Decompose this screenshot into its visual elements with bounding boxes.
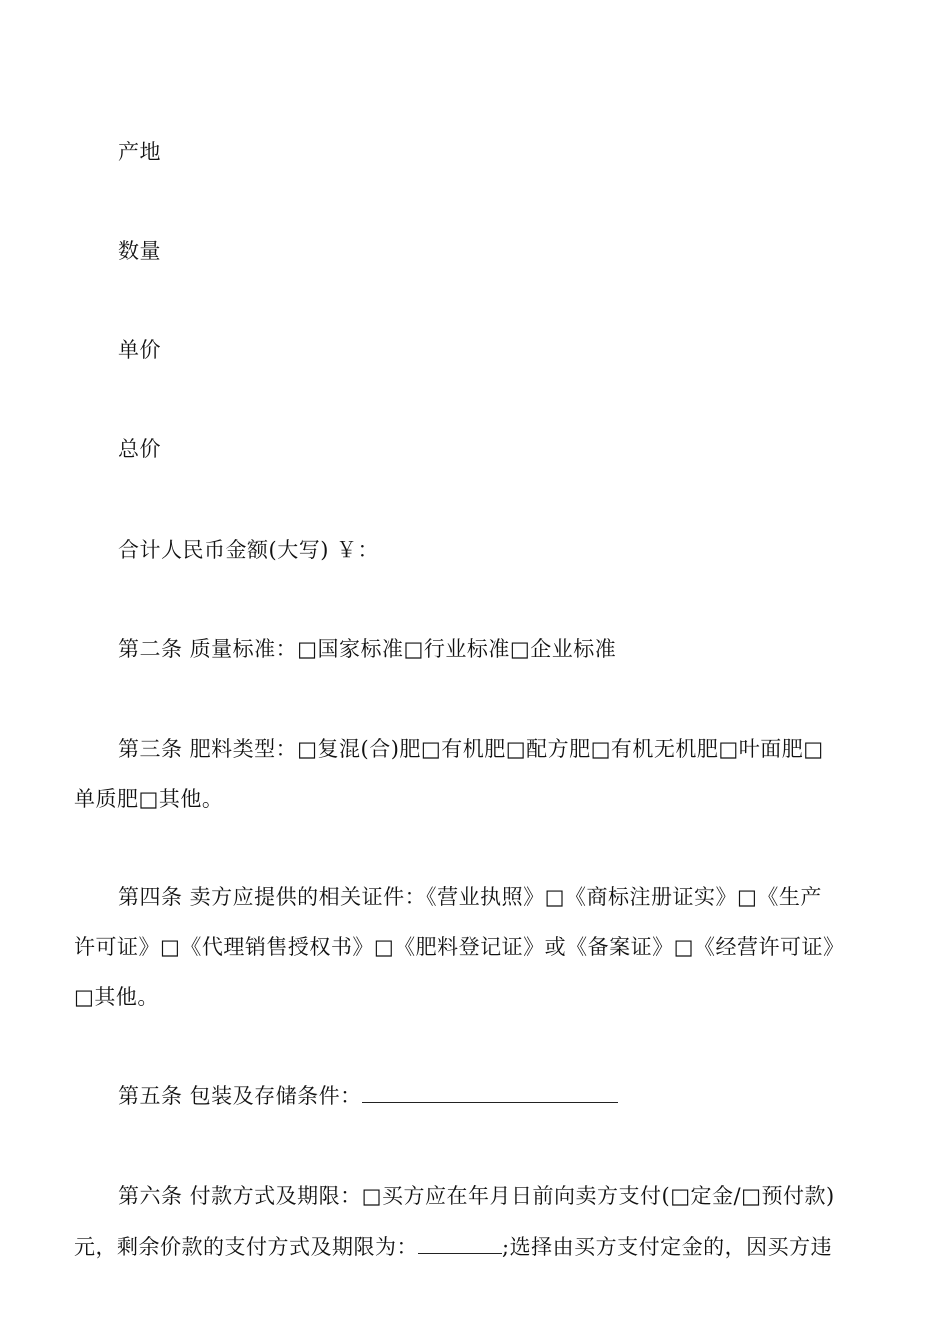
field-quantity: 数量: [118, 239, 161, 263]
article-2-line-1: 第二条 质量标准：□国家标准□行业标准□企业标准: [118, 637, 617, 661]
packaging-blank: [362, 1084, 618, 1103]
article-6-text-b: ;选择由买方支付定金的，因买方违: [502, 1235, 833, 1259]
payment-term-blank: [418, 1235, 502, 1254]
field-total-amount: 合计人民币金额(大写) ￥：: [118, 538, 380, 562]
article-4-line-2: 许可证》□《代理销售授权书》□《肥料登记证》或《备案证》□《经营许可证》: [74, 935, 845, 959]
field-total-price: 总价: [118, 437, 161, 461]
article-6-text-a: 元，剩余价款的支付方式及期限为：: [74, 1235, 418, 1259]
article-3-line-2: 单质肥□其他。: [74, 787, 224, 811]
article-6-line-2: [74, 1235, 884, 1259]
article-3-line-1: 第三条 肥料类型：□复混(合)肥□有机肥□配方肥□有机无机肥□叶面肥□: [118, 737, 824, 761]
field-unit-price: 单价: [118, 338, 161, 362]
field-origin: 产地: [118, 140, 161, 164]
article-6-line-1: 第六条 付款方式及期限：□买方应在年月日前向卖方支付(□定金/□预付款): [118, 1184, 835, 1208]
article-4-line-3: □其他。: [74, 985, 159, 1009]
article-4-line-1: 第四条 卖方应提供的相关证件：《营业执照》□《商标注册证实》□《生产: [118, 885, 822, 909]
article-5-line-1: [118, 1084, 884, 1108]
article-5-text: 第五条 包装及存储条件：: [118, 1084, 362, 1108]
